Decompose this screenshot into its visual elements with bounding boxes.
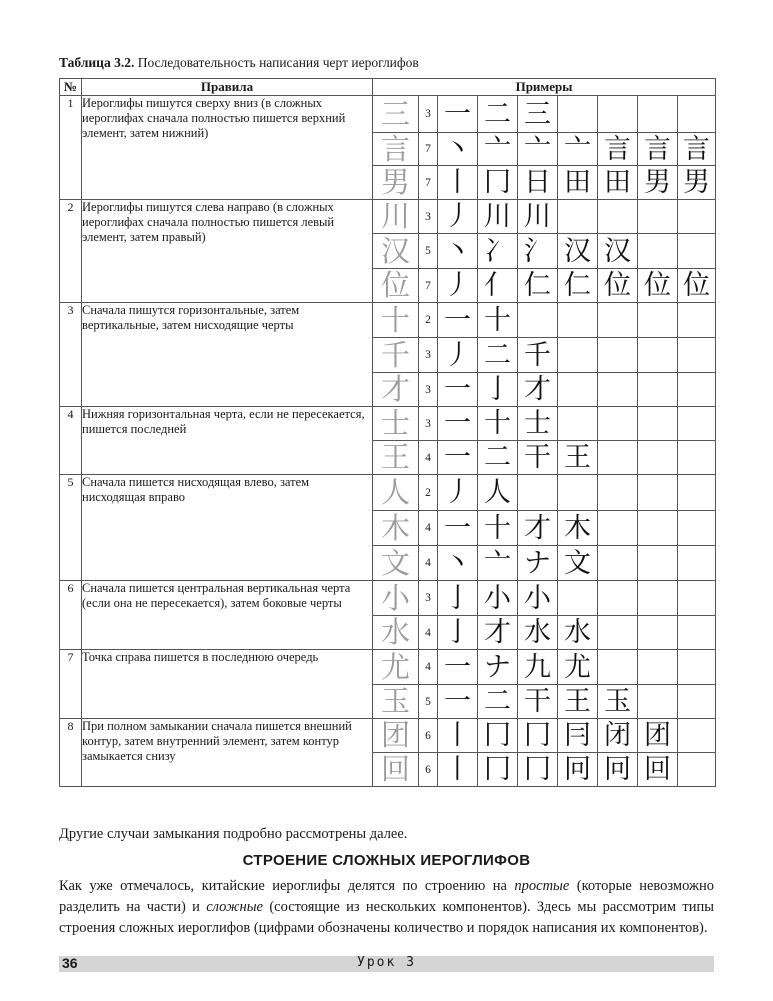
empty-cell	[598, 650, 638, 685]
stroke-step: 一	[438, 407, 478, 441]
empty-cell	[558, 200, 598, 234]
caption-number: Таблица 3.2.	[59, 55, 135, 70]
table-row	[60, 407, 716, 441]
stroke-step: 亅	[478, 373, 518, 407]
stroke-step: 丶	[438, 546, 478, 581]
stroke-step: 丿	[438, 269, 478, 303]
stroke-step: 水	[518, 616, 558, 650]
example-character: 千	[373, 338, 419, 373]
empty-cell	[678, 581, 716, 616]
table-row	[60, 581, 716, 616]
rule-number: 4	[60, 407, 82, 475]
stroke-step: 才	[518, 373, 558, 407]
stroke-step: 亅	[438, 581, 478, 616]
stroke-step: 千	[518, 338, 558, 373]
rule-text: Иероглифы пишутся сверху вниз (в сложных иероглифах сначала полностью пишется верхний элемент, затем нижний)	[82, 96, 373, 200]
rule-text: Сначала пишется нисходящая влево, затем нисходящая вправо	[82, 475, 373, 581]
example-character: 木	[373, 511, 419, 546]
stroke-step: 干	[518, 441, 558, 475]
stroke-count: 3	[419, 96, 438, 133]
rule-number: 3	[60, 303, 82, 407]
stroke-step: ナ	[478, 650, 518, 685]
stroke-step: 才	[478, 616, 518, 650]
table-row	[60, 650, 716, 685]
empty-cell	[678, 407, 716, 441]
stroke-step: 十	[478, 407, 518, 441]
example-character: 小	[373, 581, 419, 616]
empty-cell	[558, 338, 598, 373]
stroke-step: 汉	[598, 234, 638, 269]
stroke-step: 一	[438, 303, 478, 338]
stroke-step: 三	[518, 96, 558, 133]
stroke-step: 回	[638, 753, 678, 787]
stroke-step: 日	[518, 166, 558, 200]
table-row	[60, 475, 716, 511]
empty-cell	[518, 303, 558, 338]
stroke-step: 冋	[598, 753, 638, 787]
stroke-step: 冋	[558, 753, 598, 787]
rule-text: Точка справа пишется в последнюю очередь	[82, 650, 373, 719]
example-character: 十	[373, 303, 419, 338]
stroke-step: 王	[558, 685, 598, 719]
stroke-count: 4	[419, 441, 438, 475]
stroke-step: 尤	[558, 650, 598, 685]
empty-cell	[558, 581, 598, 616]
stroke-step: 小	[478, 581, 518, 616]
empty-cell	[678, 753, 716, 787]
page-number: 36	[62, 955, 78, 971]
example-character: 才	[373, 373, 419, 407]
empty-cell	[678, 373, 716, 407]
closure-note: Другие случаи замыкания подробно рассмотрены далее.	[59, 826, 408, 842]
empty-cell	[598, 581, 638, 616]
stroke-step: 水	[558, 616, 598, 650]
stroke-count: 3	[419, 581, 438, 616]
stroke-count: 3	[419, 338, 438, 373]
stroke-step: 一	[438, 373, 478, 407]
stroke-step: 丨	[438, 166, 478, 200]
empty-cell	[598, 441, 638, 475]
empty-cell	[638, 581, 678, 616]
stroke-step: 十	[478, 303, 518, 338]
example-character: 人	[373, 475, 419, 511]
empty-cell	[678, 511, 716, 546]
stroke-count: 5	[419, 685, 438, 719]
stroke-count: 6	[419, 719, 438, 753]
empty-cell	[598, 511, 638, 546]
intro-paragraph	[59, 876, 714, 939]
empty-cell	[558, 96, 598, 133]
stroke-step: 二	[478, 338, 518, 373]
empty-cell	[598, 373, 638, 407]
header-examples: Примеры	[373, 79, 716, 96]
stroke-step: 王	[558, 441, 598, 475]
stroke-step: 团	[638, 719, 678, 753]
rule-number: 6	[60, 581, 82, 650]
stroke-step: 丿	[438, 200, 478, 234]
example-character: 回	[373, 753, 419, 787]
section-heading: СТРОЕНИЕ СЛОЖНЫХ ИЕРОГЛИФОВ	[242, 852, 531, 869]
empty-cell	[638, 407, 678, 441]
stroke-step: 亠	[478, 546, 518, 581]
empty-cell	[678, 546, 716, 581]
empty-cell	[558, 407, 598, 441]
stroke-count: 2	[419, 303, 438, 338]
lesson-label: Урок 3	[357, 955, 416, 970]
example-character: 尤	[373, 650, 419, 685]
empty-cell	[598, 96, 638, 133]
stroke-count: 2	[419, 475, 438, 511]
empty-cell	[638, 511, 678, 546]
example-character: 王	[373, 441, 419, 475]
stroke-step: 一	[438, 685, 478, 719]
stroke-step: 言	[598, 133, 638, 166]
stroke-step: 丿	[438, 338, 478, 373]
stroke-step: 丶	[438, 133, 478, 166]
stroke-step: 丨	[438, 753, 478, 787]
stroke-step: 亻	[478, 269, 518, 303]
caption-text: Последовательность написания черт иероглифов	[137, 55, 419, 70]
paragraph-text-1: Как уже отмечалось, китайские иероглифы делятся по строению на	[59, 878, 515, 894]
stroke-order-table	[59, 78, 716, 787]
stroke-step: 男	[638, 166, 678, 200]
table-header-row	[60, 79, 716, 96]
stroke-step: 川	[478, 200, 518, 234]
empty-cell	[678, 441, 716, 475]
stroke-step: 亅	[438, 616, 478, 650]
empty-cell	[638, 200, 678, 234]
example-character: 汉	[373, 234, 419, 269]
empty-cell	[598, 338, 638, 373]
empty-cell	[678, 96, 716, 133]
stroke-count: 4	[419, 650, 438, 685]
stroke-count: 6	[419, 753, 438, 787]
stroke-step: 闭	[598, 719, 638, 753]
stroke-step: 一	[438, 96, 478, 133]
stroke-step: 冂	[478, 166, 518, 200]
rule-text: Сначала пишутся горизонтальные, затем вертикальные, затем нисходящие черты	[82, 303, 373, 407]
rule-text: Иероглифы пишутся слева направо (в сложных иероглифах сначала полностью пишется левый элемент, затем правый)	[82, 200, 373, 303]
stroke-count: 3	[419, 200, 438, 234]
term-complex: сложные	[206, 899, 263, 915]
stroke-step: 二	[478, 685, 518, 719]
empty-cell	[638, 303, 678, 338]
example-character: 士	[373, 407, 419, 441]
example-character: 玉	[373, 685, 419, 719]
empty-cell	[598, 616, 638, 650]
empty-cell	[678, 475, 716, 511]
stroke-step: 田	[598, 166, 638, 200]
stroke-step: 小	[518, 581, 558, 616]
stroke-step: 冃	[558, 719, 598, 753]
table-row	[60, 719, 716, 753]
rule-text: Сначала пишется центральная вертикальная черта (если она не пересекается), затем боковые черты	[82, 581, 373, 650]
stroke-count: 5	[419, 234, 438, 269]
empty-cell	[678, 338, 716, 373]
stroke-step: 木	[558, 511, 598, 546]
term-simple: простые	[514, 878, 570, 894]
example-character: 川	[373, 200, 419, 234]
stroke-step: 氵	[518, 234, 558, 269]
stroke-step: 文	[558, 546, 598, 581]
header-rules: Правила	[82, 79, 373, 96]
paragraph-text-3: (состоящие из нескольких компонентов). Здесь мы рассмотрим типы строения сложных иероглифов (цифрами обозначены количество и порядок написания их компонентов).	[59, 899, 714, 936]
empty-cell	[518, 475, 558, 511]
table-row	[60, 96, 716, 133]
empty-cell	[678, 719, 716, 753]
example-character: 男	[373, 166, 419, 200]
stroke-count: 3	[419, 407, 438, 441]
stroke-count: 7	[419, 269, 438, 303]
empty-cell	[638, 441, 678, 475]
stroke-count: 4	[419, 546, 438, 581]
stroke-count: 7	[419, 166, 438, 200]
stroke-step: 二	[478, 96, 518, 133]
rule-number: 1	[60, 96, 82, 200]
stroke-step: 冂	[518, 753, 558, 787]
stroke-step: ナ	[518, 546, 558, 581]
stroke-step: 男	[678, 166, 716, 200]
stroke-step: 亠	[558, 133, 598, 166]
stroke-step: 言	[678, 133, 716, 166]
example-character: 言	[373, 133, 419, 166]
stroke-count: 7	[419, 133, 438, 166]
table-caption	[59, 55, 419, 71]
stroke-step: 一	[438, 511, 478, 546]
stroke-step: 位	[678, 269, 716, 303]
stroke-step: 冂	[478, 753, 518, 787]
stroke-step: 十	[478, 511, 518, 546]
table-row	[60, 303, 716, 338]
empty-cell	[598, 475, 638, 511]
empty-cell	[638, 373, 678, 407]
rule-text: При полном замыкании сначала пишется внешний контур, затем внутренний элемент, затем контур замыкается снизу	[82, 719, 373, 787]
stroke-step: 冫	[478, 234, 518, 269]
empty-cell	[638, 685, 678, 719]
empty-cell	[638, 338, 678, 373]
stroke-step: 亠	[478, 133, 518, 166]
stroke-step: 位	[638, 269, 678, 303]
empty-cell	[678, 234, 716, 269]
stroke-step: 士	[518, 407, 558, 441]
example-character: 团	[373, 719, 419, 753]
empty-cell	[558, 303, 598, 338]
stroke-step: 田	[558, 166, 598, 200]
stroke-count: 4	[419, 616, 438, 650]
empty-cell	[638, 650, 678, 685]
stroke-step: 言	[638, 133, 678, 166]
example-character: 位	[373, 269, 419, 303]
stroke-step: 丨	[438, 719, 478, 753]
rule-number: 2	[60, 200, 82, 303]
empty-cell	[638, 96, 678, 133]
stroke-step: 仁	[558, 269, 598, 303]
rule-number: 8	[60, 719, 82, 787]
stroke-step: 冂	[478, 719, 518, 753]
stroke-step: 干	[518, 685, 558, 719]
empty-cell	[638, 546, 678, 581]
empty-cell	[598, 546, 638, 581]
stroke-step: 川	[518, 200, 558, 234]
empty-cell	[558, 373, 598, 407]
empty-cell	[678, 685, 716, 719]
stroke-step: 丶	[438, 234, 478, 269]
empty-cell	[638, 616, 678, 650]
empty-cell	[678, 650, 716, 685]
stroke-step: 汉	[558, 234, 598, 269]
rule-text: Нижняя горизонтальная черта, если не пересекается, пишется последней	[82, 407, 373, 475]
header-num: №	[60, 79, 82, 96]
empty-cell	[598, 200, 638, 234]
empty-cell	[678, 303, 716, 338]
stroke-step: 一	[438, 441, 478, 475]
stroke-count: 3	[419, 373, 438, 407]
empty-cell	[598, 407, 638, 441]
rule-number: 7	[60, 650, 82, 719]
stroke-step: 位	[598, 269, 638, 303]
empty-cell	[678, 200, 716, 234]
stroke-count: 4	[419, 511, 438, 546]
stroke-step: 才	[518, 511, 558, 546]
empty-cell	[638, 475, 678, 511]
stroke-step: 二	[478, 441, 518, 475]
example-character: 文	[373, 546, 419, 581]
empty-cell	[598, 303, 638, 338]
empty-cell	[558, 475, 598, 511]
stroke-step: 人	[478, 475, 518, 511]
stroke-step: 一	[438, 650, 478, 685]
table-row	[60, 200, 716, 234]
stroke-step: 玉	[598, 685, 638, 719]
stroke-step: 亠	[518, 133, 558, 166]
empty-cell	[678, 616, 716, 650]
stroke-step: 九	[518, 650, 558, 685]
example-character: 水	[373, 616, 419, 650]
stroke-step: 冂	[518, 719, 558, 753]
stroke-step: 仁	[518, 269, 558, 303]
rule-number: 5	[60, 475, 82, 581]
example-character: 三	[373, 96, 419, 133]
empty-cell	[638, 234, 678, 269]
stroke-step: 丿	[438, 475, 478, 511]
paragraph-text-2: (которые невозможно разделить на части) и	[59, 878, 715, 915]
